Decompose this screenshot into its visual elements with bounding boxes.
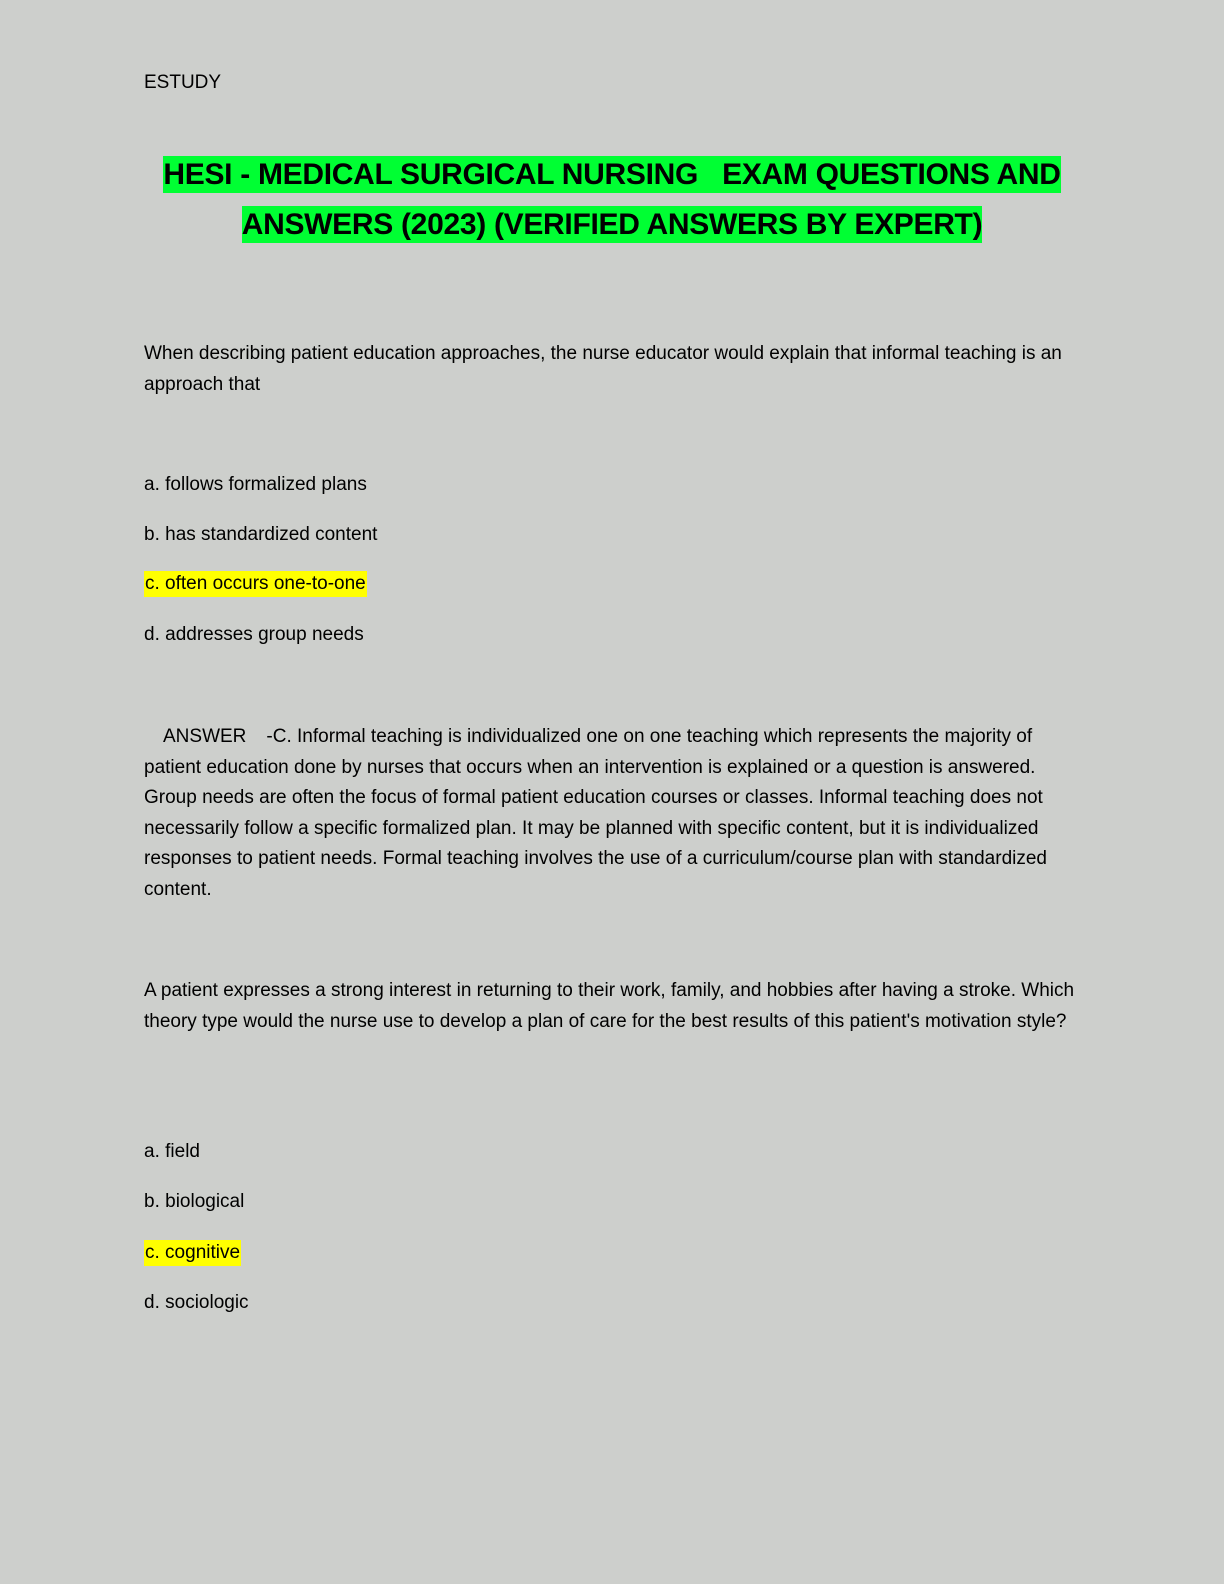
question-1-option-d: d. addresses group needs [144,624,364,645]
question-1-text: When describing patient education approaches, the nurse educator would explain that informal teaching is an approach that [144,343,1062,395]
question-2-option-c-correct [144,1240,241,1266]
question-1-option-c-correct [144,571,367,597]
title-line-2: ANSWERS (2023) (VERIFIED ANSWERS BY EXPERT) [241,208,983,241]
question-2-option-d: d. sociologic [144,1292,249,1313]
question-2-option-a: a. field [144,1141,200,1162]
correct-answer-highlight: c. cognitive [144,1240,241,1266]
title-line-1: HESI - MEDICAL SURGICAL NURSING EXAM QUESTIONS AND [163,158,1061,191]
document-title [144,150,1080,250]
question-2-text: A patient expresses a strong interest in returning to their work, family, and hobbies after having a stroke. Which theory type would the nurse use to develop a plan of care for the best results of this patient's motivation style? [144,980,1075,1032]
answer-explanation: -C. Informal teaching is individualized one on one teaching which represents the majority of patient education done by nurses that occurs when an intervention is explained or a question is answered. Group needs are often the focus of formal patient education courses or classes. Informal teaching does not necessarily follow a specific formalized plan. It may be planned with specific content, but it is individualized responses to patient needs. Formal teaching involves the use of a curriculum/course plan with standardized content. [144,726,1047,900]
question-2-option-b: b. biological [144,1191,245,1212]
header-label: ESTUDY [144,72,222,93]
correct-answer-highlight: c. often occurs one-to-one [144,571,367,597]
question-1-option-a: a. follows formalized plans [144,474,367,495]
question-1-answer [144,722,1084,906]
question-1-option-b: b. has standardized content [144,524,378,545]
answer-label: ANSWER [163,726,247,747]
